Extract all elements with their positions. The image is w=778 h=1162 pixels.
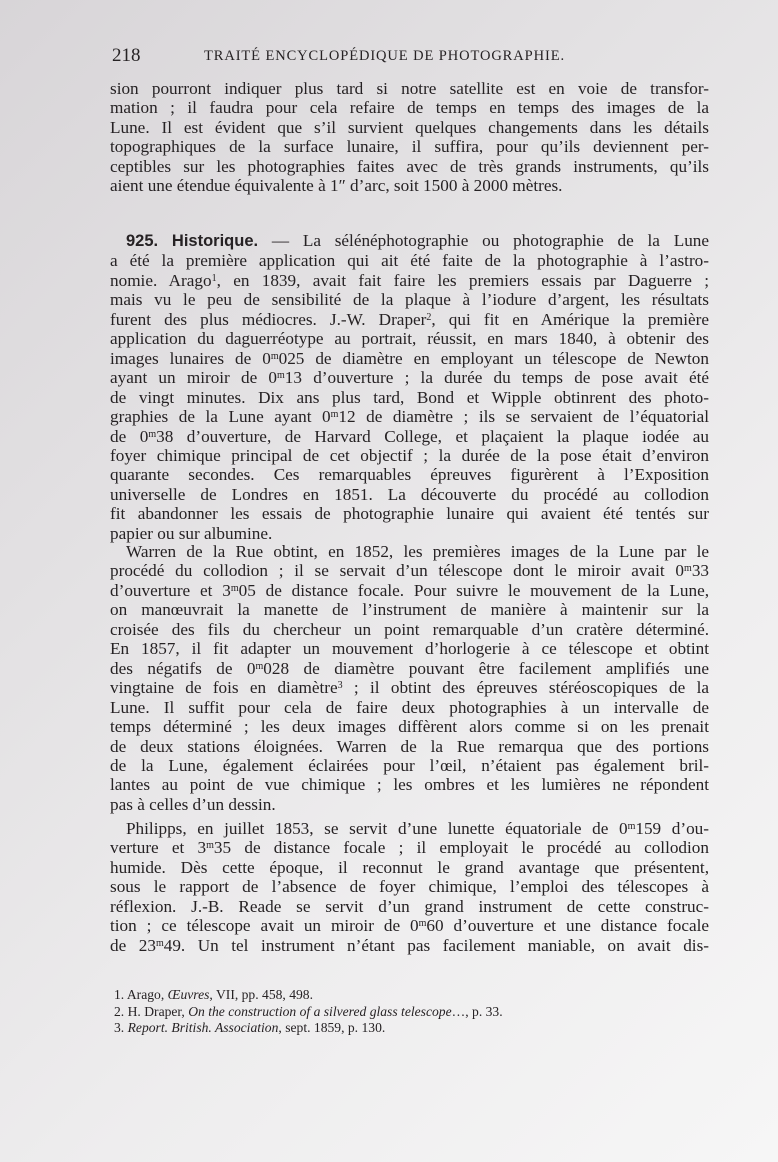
text-line: fit abandonner les essais de photographie lunaire qui avaient été tentés sur — [110, 504, 709, 524]
footnote-text: H. Draper, — [127, 1003, 189, 1019]
text-line: mation ; il faudra pour cela refaire de temps en temps des images de la — [110, 98, 709, 118]
footnote-ref[interactable]: 3 — [337, 680, 343, 692]
text-line: universelle de Londres en 1851. La découverte du procédé au collodion — [110, 484, 709, 504]
unit-m: m — [277, 370, 285, 382]
text-line: ceptibles sur les photographies faites avec de très grands instruments, qu’ils — [110, 156, 709, 176]
text-line: papier ou sur albumine. — [110, 523, 273, 543]
text-line: application du daguerréotype au portrait, réussit, en mars 1840, à obtenir des — [110, 329, 709, 349]
text-line — [110, 368, 709, 387]
text-line — [110, 271, 709, 290]
unit-m: m — [230, 582, 239, 594]
text-span: 13 d’ouverture ; la durée du temps de pose avait été — [284, 368, 709, 388]
running-head — [112, 45, 710, 67]
text-line — [110, 838, 709, 857]
text-line: pas à celles d’un dessin. — [110, 794, 276, 814]
footnote-ref[interactable]: 2 — [426, 311, 432, 323]
text-line — [110, 407, 709, 426]
text-line — [110, 427, 709, 446]
text-line: de la Lune, également éclairées pour l’œil, n’étaient pas également bril- — [110, 755, 709, 775]
text-span: — La sélénéphotographie ou photographie de la Lune — [271, 231, 710, 250]
footnote-text: Arago, — [126, 987, 168, 1002]
text-line — [110, 678, 709, 697]
unit-m: m — [206, 840, 214, 852]
text-line: réflexion. J.-B. Reade se servit d’un grand instrument de cette construc- — [110, 896, 709, 916]
text-span: 159 d’ou- — [635, 819, 709, 838]
footnote-number: 2. — [114, 1003, 125, 1019]
text-line: sion pourront indiquer plus tard si notre satellite est en voie de transfor- — [110, 79, 709, 98]
text-span: 33 — [691, 561, 709, 581]
text-line — [110, 659, 709, 678]
text-span: 025 de diamètre en employant un télescope de Newton — [278, 348, 709, 368]
text-line: lantes au point de vue chimique ; les ombres et les lumières ne répondent — [110, 775, 709, 795]
text-span: de 0 — [110, 426, 149, 446]
unit-m: m — [330, 409, 339, 421]
text-line — [110, 916, 709, 935]
text-span: 12 de diamètre ; ils se servaient de l’équatorial — [338, 407, 710, 427]
running-title: TRAITÉ ENCYCLOPÉDIQUE DE PHOTOGRAPHIE. — [204, 48, 565, 64]
text-line — [110, 310, 709, 329]
text-span: furent des plus médiocres. J.-W. Draper — [110, 309, 427, 329]
text-span: graphies de la Lune ayant 0 — [110, 407, 331, 427]
text-span: 60 d’ouverture et une distance focale — [426, 916, 710, 936]
text-line — [110, 581, 709, 600]
footnote-text: …, p. 33. — [451, 1003, 503, 1019]
text-span: , qui fit en Amérique la première — [431, 309, 709, 329]
footnote-italic: Report. British. Association — [127, 1020, 279, 1035]
text-span: des négatifs de 0 — [110, 658, 256, 678]
footnote-1 — [114, 987, 714, 1004]
text-span: tion ; ce télescope avait un miroir de 0 — [110, 916, 419, 936]
footnote-number: 1. — [114, 987, 125, 1002]
unit-m: m — [627, 821, 636, 832]
text-span: d’ouverture et 3 — [110, 580, 231, 600]
footnote-text: , VII, pp. 458, 498. — [209, 987, 314, 1002]
unit-m: m — [155, 937, 164, 949]
text-line: temps déterminé ; les deux images diffèrent alors comme si on les prenait — [110, 717, 709, 737]
text-line: topographiques de la surface lunaire, il suffira, pour qu’ils deviennent per- — [110, 137, 709, 157]
text-line: a été la première application qui ait été faite de la photographie à l’astro- — [110, 251, 709, 271]
footnote-ref[interactable]: 1 — [211, 272, 217, 284]
footnote-3 — [114, 1020, 714, 1037]
page-number: 218 — [112, 45, 141, 66]
unit-m: m — [255, 660, 264, 672]
text-span: 35 de distance focale ; il employait le procédé au collodion — [213, 838, 709, 858]
text-span: 05 de distance focale. Pour suivre le mouvement de la Lune, — [238, 580, 710, 600]
text-line: de deux stations éloignées. Warren de la Rue remarqua que des portions — [110, 736, 709, 756]
text-span: ayant un miroir de 0 — [110, 368, 278, 388]
text-span: , en 1839, avait fait faire les premiers essais par Daguerre ; — [216, 270, 709, 290]
text-line: aient une étendue équivalente à 1″ d’arc, soit 1500 à 2000 mètres. — [110, 176, 563, 196]
text-line: foyer chimique principal de cet objectif ; la durée de la pose était d’environ — [110, 445, 709, 465]
section-number: 925. — [126, 232, 159, 250]
text-span: Philipps, en juillet 1853, se servit d’une lunette équatoriale de 0 — [126, 819, 628, 838]
section-historique — [110, 231, 709, 543]
paragraph-philipps — [110, 819, 709, 955]
text-line — [110, 231, 709, 251]
text-span: de 23 — [110, 935, 156, 955]
text-line: Lune. Il est évident que s’il survient quelques changements dans les détails — [110, 117, 709, 137]
text-line: humide. Dès cette époque, il reconnut le grand avantage que présentent, — [110, 857, 709, 877]
text-span: procédé du collodion ; il se servait d’un télescope dont le miroir avait 0 — [110, 561, 685, 581]
text-line: de vingt minutes. Dix ans plus tard, Bond et Wipple obtinrent des photo- — [110, 387, 709, 407]
text-span: 028 de diamètre pouvant être facilement amplifiés une — [263, 658, 709, 678]
text-span: verture et 3 — [110, 838, 207, 858]
text-line — [110, 936, 709, 955]
text-line — [110, 819, 709, 838]
text-line: Lune. Il suffit pour cela de faire deux photographies à un intervalle de — [110, 697, 709, 717]
text-line: En 1857, il fit adapter un mouvement d’horlogerie à ce télescope et obtint — [110, 639, 709, 659]
text-span: ; il obtint des épreuves stéréoscopiques de la — [342, 678, 709, 698]
footnote-number: 3. — [114, 1020, 125, 1035]
text-line: on manœuvrait la manette de l’instrument de manière à maintenir sur la — [110, 600, 709, 620]
footnote-italic: On the construction of a silvered glass telescope — [188, 1003, 452, 1019]
text-line: quarante secondes. Ces remarquables épreuves figurèrent à l’Exposition — [110, 465, 709, 485]
unit-m: m — [418, 918, 427, 930]
text-span: 38 d’ouverture, de Harvard College, et plaçaient la plaque iodée au — [156, 426, 709, 446]
text-span: 49. Un tel instrument n’étant pas facilement maniable, on avait dis- — [163, 935, 709, 955]
text-span: nomie. Arago — [110, 270, 212, 290]
unit-m: m — [148, 428, 157, 440]
text-line: sous le rapport de l’absence de foyer chimique, l’emploi des télescopes à — [110, 877, 709, 897]
footnote-2 — [114, 1004, 714, 1021]
footnote-text: , sept. 1859, p. 130. — [278, 1020, 386, 1035]
text-span: vingtaine de fois en diamètre — [110, 678, 338, 698]
unit-m: m — [270, 350, 279, 362]
text-span: images lunaires de 0 — [110, 348, 271, 368]
unit-m: m — [684, 563, 692, 575]
text-line — [110, 561, 709, 580]
paragraph-continuation — [110, 79, 709, 196]
text-line: Warren de la Rue obtint, en 1852, les premières images de la Lune par le — [126, 542, 709, 561]
section-title: Historique. — [171, 232, 259, 250]
text-line — [110, 349, 709, 368]
paragraph-warren-de-la-rue — [110, 542, 709, 814]
text-line: mais vu le peu de sensibilité de la plaque à l’iodure d’argent, les résultats — [110, 290, 709, 310]
text-line: croisée des fils du chercheur un point remarquable d’un cratère déterminé. — [110, 619, 709, 639]
footnote-italic: Œuvres — [167, 987, 210, 1002]
footnotes — [114, 987, 714, 1037]
